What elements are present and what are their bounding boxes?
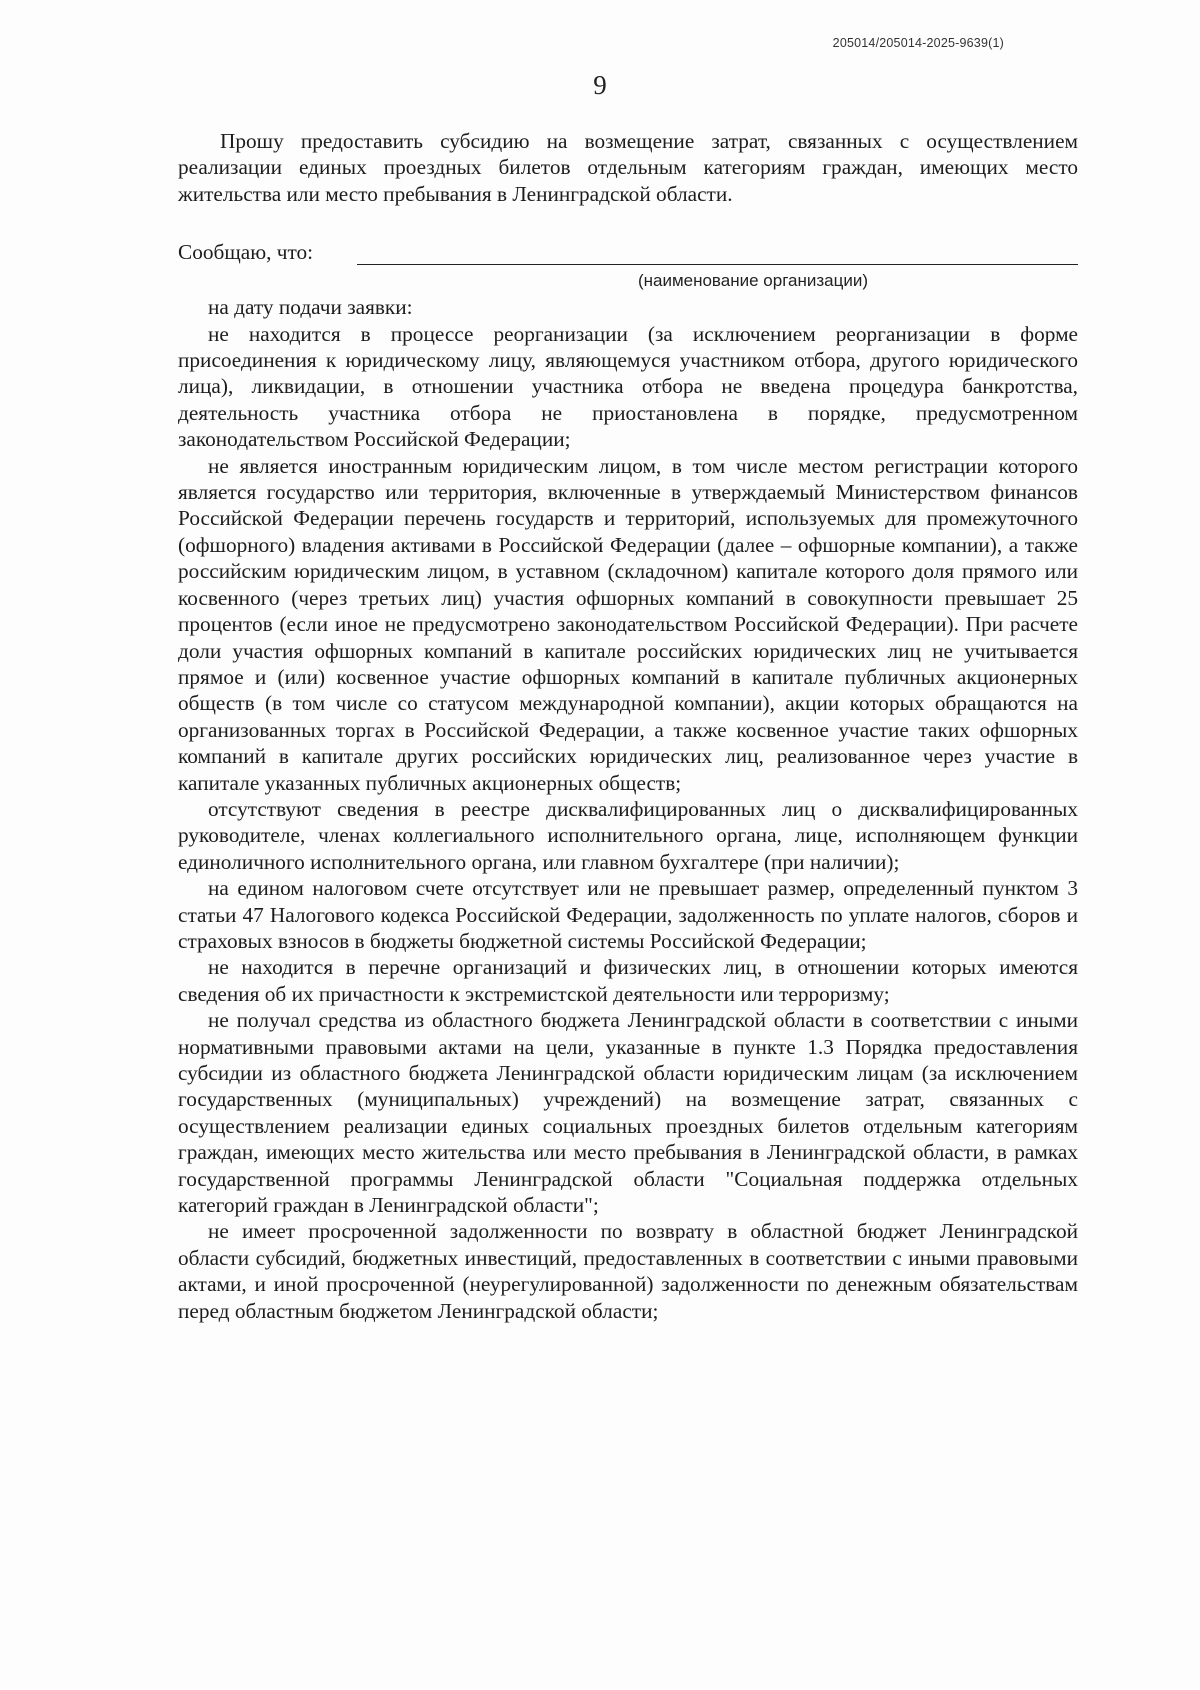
page-number: 9 — [593, 70, 607, 100]
organization-name-caption: (наименование организации) — [637, 271, 868, 291]
document-body — [178, 128, 1078, 1324]
condition-extremism-list: не находится в перечне организаций и физических лиц, в отношении которых имеются сведения об их причастности к экстремистской деятельности или терроризму; — [178, 955, 1078, 1006]
organization-name-blank — [357, 245, 1078, 265]
organization-line-row — [178, 239, 1078, 265]
condition-tax-debt: на едином налоговом счете отсутствует или не превышает размер, определенный пунктом 3 статьи 47 Налогового кодекса Российской Федерации, задолженность по уплате налогов, сборов и страховых взносов в бюджеты бюджетной системы Российской Федерации; — [178, 876, 1078, 953]
condition-disqualified-persons: отсутствуют сведения в реестре дисквалифицированных лиц о дисквалифицированных руководителе, членах коллегиального исполнительного органа, лице, исполняющем функции единоличного исполнительного органа, или главном бухгалтере (при наличии); — [178, 796, 1078, 874]
condition-no-other-funds: не получал средства из областного бюджета Ленинградской области в соответствии с иными нормативными правовыми актами на цели, указанные в пункте 1.3 Порядка предоставления субсидии из областного бюджета Ленинградской области юридическим лицам (за исключением государственных (муниципальных) учреждений) на возмещение затрат, связанных с осуществлением реализации единых социальных проездных билетов отдельным категориям граждан, имеющих место жительства или место пребывания в Ленинградской области, в рамках государственной программы Ленинградской области "Социальная поддержка отдельных категорий граждан в Ленинградской области"; — [178, 1008, 1078, 1218]
report-label: Сообщаю, что: — [178, 239, 314, 264]
condition-offshore: не является иностранным юридическим лицом, в том числе местом регистрации которого является государство или территория, включенные в утверждаемый Министерством финансов Российской Федерации перечень государств и территорий, используемых для промежуточного (офшорного) владения активами в Российской Федерации (далее – офшорные компании), а также российским юридическим лицом, в уставном (складочном) капитале которого доля прямого или косвенного (через третьих лиц) участия офшорных компаний в совокупности превышает 25 процентов (если иное не предусмотрено законодательством Российской Федерации). При расчете доли участия офшорных компаний в капитале российских юридических лиц не учитывается прямое и (или) косвенное участие офшорных компаний в капитале публичных акционерных обществ (в том числе со статусом международной компании), акции которых обращаются на организованных торгах в Российской Федерации, а также косвенное участие таких офшорных компаний в капитале других российских юридических лиц, реализованное через участие в капитале указанных публичных акционерных обществ; — [178, 453, 1078, 795]
condition-reorganization: не находится в процессе реорганизации (за исключением реорганизации в форме присоединения к юридическому лицу, являющемуся участником отбора, другого юридического лица), ликвидации, в отношении участника отбора не введена процедура банкротства, деятельность участника отбора не приостановлена в порядке, предусмотренном законодательством Российской Федерации; — [178, 321, 1078, 452]
document-id: 205014/205014-2025-9639(1) — [832, 36, 1004, 50]
as-of-date-line: на дату подачи заявки: — [208, 295, 413, 320]
condition-no-overdue-debt: не имеет просроченной задолженности по возврату в областной бюджет Ленинградской области субсидий, бюджетных инвестиций, предоставленных в соответствии с иными правовыми актами, и иной просроченной (неурегулированной) задолженности по денежным обязательствам перед областным бюджетом Ленинградской области; — [178, 1219, 1078, 1323]
subsidy-request-paragraph: Прошу предоставить субсидию на возмещение затрат, связанных с осуществлением реализации единых проездных билетов отдельным категориям граждан, имеющих место жительства или место пребывания в Ленинградской области. — [178, 129, 1078, 206]
